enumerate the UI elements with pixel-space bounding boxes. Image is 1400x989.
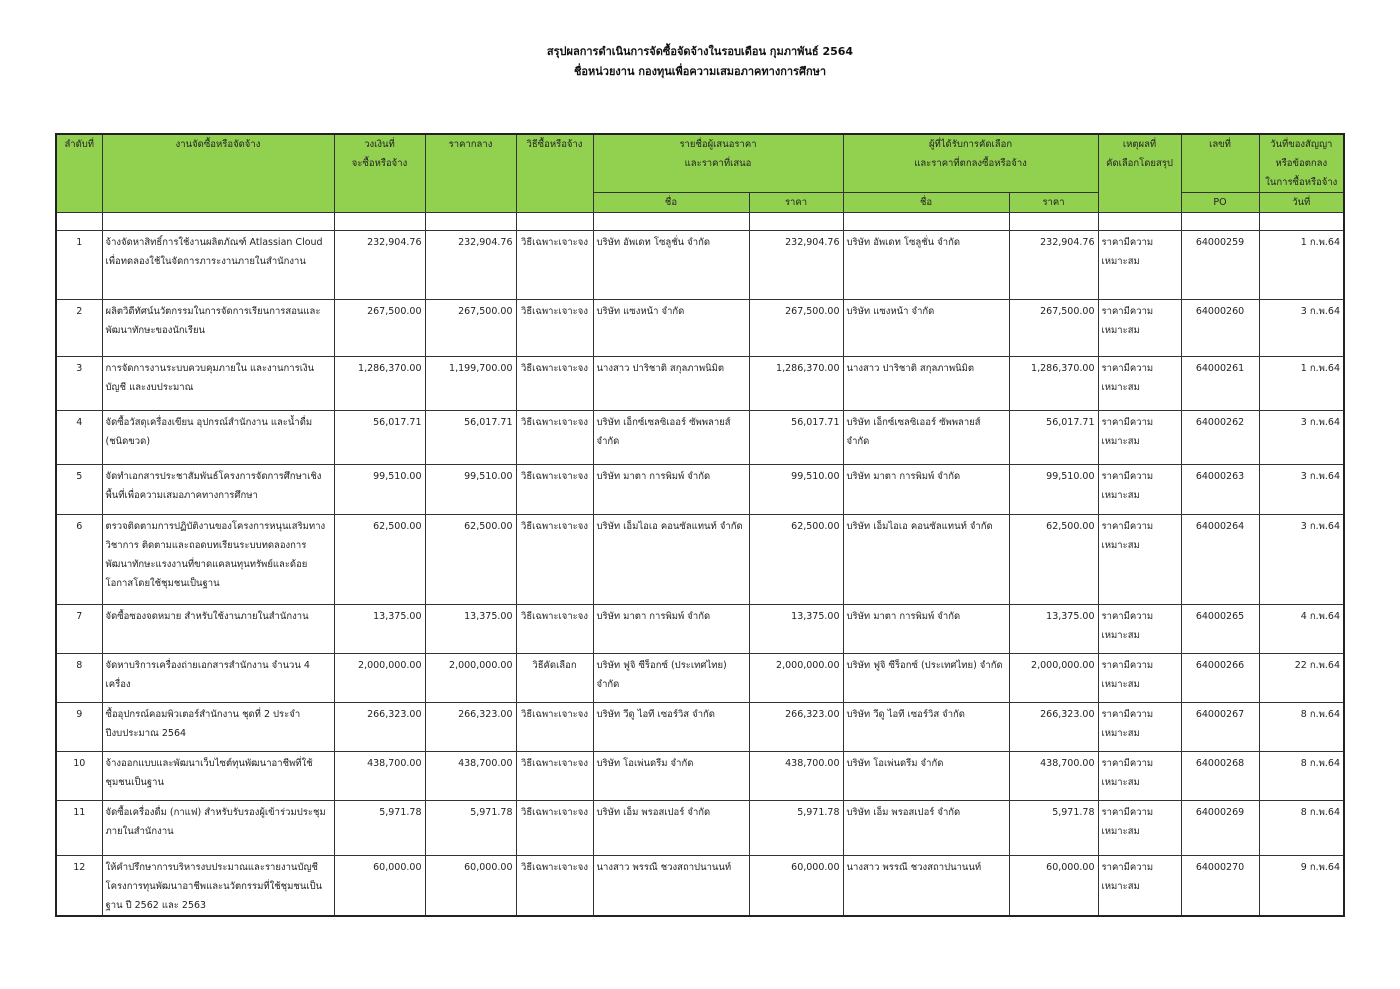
- budget-amount: 56,017.71: [334, 411, 425, 465]
- item-description: การจัดการงานระบบควบคุมภายใน และงานการเงินบัญชี และงบประมาณ: [102, 357, 334, 411]
- table-row: [56, 856, 1344, 917]
- median-price: 5,971.78: [425, 801, 516, 856]
- median-price: 60,000.00: [425, 856, 516, 917]
- sub-po: PO: [1181, 193, 1259, 213]
- bidder-name: บริษัท มาตา การพิมพ์ จำกัด: [593, 605, 749, 654]
- procurement-method: วิธีเฉพาะเจาะจง: [516, 801, 593, 856]
- po-number: 64000264: [1181, 515, 1259, 605]
- item-description: จัดหาบริการเครื่องถ่ายเอกสารสำนักงาน จำนวน 4 เครื่อง: [102, 654, 334, 703]
- contract-date: 8 ก.พ.64: [1259, 752, 1344, 801]
- procurement-method: วิธีเฉพาะเจาะจง: [516, 300, 593, 357]
- procurement-method: วิธีเฉพาะเจาะจง: [516, 856, 593, 917]
- winner-price: 266,323.00: [1009, 703, 1098, 752]
- winner-name: บริษัท โอเพ่นดรีม จำกัด: [843, 752, 1009, 801]
- contract-date: 1 ก.พ.64: [1259, 231, 1344, 300]
- col-method-header: วิธีซื้อหรือจ้าง: [516, 134, 593, 213]
- bid-price: 267,500.00: [749, 300, 843, 357]
- procurement-method: วิธีเฉพาะเจาะจง: [516, 465, 593, 515]
- table-row: [56, 465, 1344, 515]
- row-number: 2: [56, 300, 102, 357]
- budget-amount: 232,904.76: [334, 231, 425, 300]
- bid-price: 266,323.00: [749, 703, 843, 752]
- winner-name: บริษัท ฟูจิ ซีร็อกซ์ (ประเทศไทย) จำกัด: [843, 654, 1009, 703]
- bid-price: 99,510.00: [749, 465, 843, 515]
- table-row: [56, 605, 1344, 654]
- bid-price: 60,000.00: [749, 856, 843, 917]
- table-row: [56, 752, 1344, 801]
- budget-amount: 1,286,370.00: [334, 357, 425, 411]
- sub-winner-name: ชื่อ: [843, 193, 1009, 213]
- po-number: 64000260: [1181, 300, 1259, 357]
- row-number: 1: [56, 231, 102, 300]
- col-bidders-header: รายชื่อผู้เสนอราคา และราคาที่เสนอ: [593, 134, 843, 193]
- row-number: 11: [56, 801, 102, 856]
- selection-reason: ราคามีความเหมาะสม: [1098, 605, 1181, 654]
- row-number: 5: [56, 465, 102, 515]
- winner-price: 438,700.00: [1009, 752, 1098, 801]
- item-description: ตรวจติดตามการปฏิบัติงานของโครงการหนุนเสริมทางวิชาการ ติดตามและถอดบทเรียนระบบทดลองการพัฒนาทักษะแรงงานที่ขาดแคลนทุนทรัพย์และด้อยโอกาสโดยใช้ชุมชนเป็นฐาน: [102, 515, 334, 605]
- winner-name: บริษัท แซงหน้า จำกัด: [843, 300, 1009, 357]
- procurement-table: [55, 133, 1345, 917]
- sub-bidder-price: ราคา: [749, 193, 843, 213]
- procurement-method: วิธีเฉพาะเจาะจง: [516, 411, 593, 465]
- row-number: 8: [56, 654, 102, 703]
- winner-price: 13,375.00: [1009, 605, 1098, 654]
- po-number: 64000265: [1181, 605, 1259, 654]
- winner-price: 99,510.00: [1009, 465, 1098, 515]
- agency-name: ชื่อหน่วยงาน กองทุนเพื่อความเสมอภาคทางการศึกษา: [573, 65, 827, 78]
- row-number: 4: [56, 411, 102, 465]
- bid-price: 232,904.76: [749, 231, 843, 300]
- budget-amount: 13,375.00: [334, 605, 425, 654]
- header-row: [56, 134, 1344, 193]
- contract-date: 3 ก.พ.64: [1259, 300, 1344, 357]
- contract-date: 9 ก.พ.64: [1259, 856, 1344, 917]
- item-description: ซื้ออุปกรณ์คอมพิวเตอร์สำนักงาน ชุดที่ 2 ประจำปีงบประมาณ 2564: [102, 703, 334, 752]
- selection-reason: ราคามีความเหมาะสม: [1098, 801, 1181, 856]
- table-row: [56, 515, 1344, 605]
- winner-price: 1,286,370.00: [1009, 357, 1098, 411]
- median-price: 267,500.00: [425, 300, 516, 357]
- table-row: [56, 801, 1344, 856]
- spacer-row: [56, 213, 1344, 231]
- procurement-method: วิธีเฉพาะเจาะจง: [516, 231, 593, 300]
- budget-amount: 5,971.78: [334, 801, 425, 856]
- median-price: 56,017.71: [425, 411, 516, 465]
- bid-price: 62,500.00: [749, 515, 843, 605]
- col-docno-header: เลขที่: [1181, 134, 1259, 193]
- budget-amount: 267,500.00: [334, 300, 425, 357]
- row-number: 10: [56, 752, 102, 801]
- col-budget-header: วงเงินที่ จะซื้อหรือจ้าง: [334, 134, 425, 213]
- col-winner-header: ผู้ที่ได้รับการคัดเลือก และราคาที่ตกลงซื้อหรือจ้าง: [843, 134, 1098, 193]
- selection-reason: ราคามีความเหมาะสม: [1098, 515, 1181, 605]
- document-header: [0, 42, 1400, 82]
- row-number: 3: [56, 357, 102, 411]
- po-number: 64000266: [1181, 654, 1259, 703]
- bidder-name: นางสาว ปาริชาติ สกุลภาพนิมิต: [593, 357, 749, 411]
- winner-price: 56,017.71: [1009, 411, 1098, 465]
- bidder-name: บริษัท แซงหน้า จำกัด: [593, 300, 749, 357]
- col-contract-header: วันที่ของสัญญา หรือข้อตกลง ในการซื้อหรือจ้าง: [1259, 134, 1344, 193]
- col-reason-header: เหตุผลที่ คัดเลือกโดยสรุป: [1098, 134, 1181, 213]
- winner-name: บริษัท เอ็มไอเอ คอนซัลแทนท์ จำกัด: [843, 515, 1009, 605]
- bidder-name: บริษัท ฟูจิ ซีร็อกซ์ (ประเทศไทย) จำกัด: [593, 654, 749, 703]
- po-number: 64000259: [1181, 231, 1259, 300]
- table-row: [56, 703, 1344, 752]
- item-description: ผลิตวิดีทัศน์นวัตกรรมในการจัดการเรียนการสอนและพัฒนาทักษะของนักเรียน: [102, 300, 334, 357]
- item-description: จัดซื้อเครื่องดื่ม (กาแฟ) สำหรับรับรองผู้เข้าร่วมประชุมภายในสำนักงาน: [102, 801, 334, 856]
- sub-bidder-name: ชื่อ: [593, 193, 749, 213]
- median-price: 13,375.00: [425, 605, 516, 654]
- contract-date: 8 ก.พ.64: [1259, 703, 1344, 752]
- row-number: 12: [56, 856, 102, 917]
- po-number: 64000262: [1181, 411, 1259, 465]
- row-number: 9: [56, 703, 102, 752]
- bidder-name: บริษัท อัพเดท โซลูชั่น จำกัด: [593, 231, 749, 300]
- procurement-method: วิธีเฉพาะเจาะจง: [516, 357, 593, 411]
- selection-reason: ราคามีความเหมาะสม: [1098, 411, 1181, 465]
- median-price: 232,904.76: [425, 231, 516, 300]
- selection-reason: ราคามีความเหมาะสม: [1098, 357, 1181, 411]
- median-price: 99,510.00: [425, 465, 516, 515]
- budget-amount: 62,500.00: [334, 515, 425, 605]
- winner-name: บริษัท เอ็กซ์เซลซิเออร์ ซัพพลายส์ จำกัด: [843, 411, 1009, 465]
- contract-date: 22 ก.พ.64: [1259, 654, 1344, 703]
- winner-name: นางสาว ปาริชาติ สกุลภาพนิมิต: [843, 357, 1009, 411]
- median-price: 2,000,000.00: [425, 654, 516, 703]
- po-number: 64000268: [1181, 752, 1259, 801]
- col-item-header: งานจัดซื้อหรือจัดจ้าง: [102, 134, 334, 213]
- item-description: ให้คำปรึกษาการบริหารงบประมาณและรายงานบัญชีโครงการทุนพัฒนาอาชีพและนวัตกรรมที่ใช้ชุมชนเป็นฐาน ปี 2562 และ 2563: [102, 856, 334, 917]
- po-number: 64000267: [1181, 703, 1259, 752]
- po-number: 64000263: [1181, 465, 1259, 515]
- bidder-name: บริษัท มาตา การพิมพ์ จำกัด: [593, 465, 749, 515]
- item-description: จัดทำเอกสารประชาสัมพันธ์โครงการจัดการศึกษาเชิงพื้นที่เพื่อความเสมอภาคทางการศึกษา: [102, 465, 334, 515]
- winner-name: บริษัท อัพเดท โซลูชั่น จำกัด: [843, 231, 1009, 300]
- bidder-name: บริษัท โอเพ่นดรีม จำกัด: [593, 752, 749, 801]
- median-price: 1,199,700.00: [425, 357, 516, 411]
- winner-price: 2,000,000.00: [1009, 654, 1098, 703]
- item-description: จัดซื้อซองจดหมาย สำหรับใช้งานภายในสำนักงาน: [102, 605, 334, 654]
- table-row: [56, 231, 1344, 300]
- selection-reason: ราคามีความเหมาะสม: [1098, 703, 1181, 752]
- winner-price: 5,971.78: [1009, 801, 1098, 856]
- selection-reason: ราคามีความเหมาะสม: [1098, 752, 1181, 801]
- procurement-method: วิธีเฉพาะเจาะจง: [516, 515, 593, 605]
- contract-date: 8 ก.พ.64: [1259, 801, 1344, 856]
- contract-date: 4 ก.พ.64: [1259, 605, 1344, 654]
- sub-winner-price: ราคา: [1009, 193, 1098, 213]
- bidder-name: บริษัท เอ็ม พรอสเปอร์ จำกัด: [593, 801, 749, 856]
- selection-reason: ราคามีความเหมาะสม: [1098, 465, 1181, 515]
- table-row: [56, 654, 1344, 703]
- contract-date: 3 ก.พ.64: [1259, 515, 1344, 605]
- sub-date: วันที่: [1259, 193, 1344, 213]
- bid-price: 1,286,370.00: [749, 357, 843, 411]
- procurement-method: วิธีเฉพาะเจาะจง: [516, 752, 593, 801]
- bidder-name: บริษัท เอ็มไอเอ คอนซัลแทนท์ จำกัด: [593, 515, 749, 605]
- winner-price: 232,904.76: [1009, 231, 1098, 300]
- bid-price: 5,971.78: [749, 801, 843, 856]
- budget-amount: 99,510.00: [334, 465, 425, 515]
- winner-price: 60,000.00: [1009, 856, 1098, 917]
- bid-price: 438,700.00: [749, 752, 843, 801]
- selection-reason: ราคามีความเหมาะสม: [1098, 856, 1181, 917]
- contract-date: 3 ก.พ.64: [1259, 411, 1344, 465]
- median-price: 62,500.00: [425, 515, 516, 605]
- bidder-name: บริษัท วีดู ไอที เซอร์วิส จำกัด: [593, 703, 749, 752]
- budget-amount: 266,323.00: [334, 703, 425, 752]
- document-title: สรุปผลการดำเนินการจัดซื้อจัดจ้างในรอบเดือน กุมภาพันธ์ 2564: [546, 45, 854, 58]
- selection-reason: ราคามีความเหมาะสม: [1098, 654, 1181, 703]
- selection-reason: ราคามีความเหมาะสม: [1098, 300, 1181, 357]
- contract-date: 1 ก.พ.64: [1259, 357, 1344, 411]
- bid-price: 56,017.71: [749, 411, 843, 465]
- po-number: 64000269: [1181, 801, 1259, 856]
- bid-price: 13,375.00: [749, 605, 843, 654]
- table-row: [56, 357, 1344, 411]
- winner-price: 267,500.00: [1009, 300, 1098, 357]
- procurement-method: วิธีเฉพาะเจาะจง: [516, 703, 593, 752]
- row-number: 7: [56, 605, 102, 654]
- winner-name: บริษัท เอ็ม พรอสเปอร์ จำกัด: [843, 801, 1009, 856]
- winner-name: บริษัท มาตา การพิมพ์ จำกัด: [843, 465, 1009, 515]
- item-description: จ้างจัดหาสิทธิ์การใช้งานผลิตภัณฑ์ Atlassian Cloud เพื่อทดลองใช้ในจัดการภาระงานภายในสำนักงาน: [102, 231, 334, 300]
- item-description: จัดซื้อวัสดุเครื่องเขียน อุปกรณ์สำนักงาน และน้ำดื่ม (ชนิดขวด): [102, 411, 334, 465]
- col-median-header: ราคากลาง: [425, 134, 516, 213]
- budget-amount: 2,000,000.00: [334, 654, 425, 703]
- bid-price: 2,000,000.00: [749, 654, 843, 703]
- row-number: 6: [56, 515, 102, 605]
- contract-date: 3 ก.พ.64: [1259, 465, 1344, 515]
- median-price: 266,323.00: [425, 703, 516, 752]
- item-description: จ้างออกแบบและพัฒนาเว็บไซต์ทุนพัฒนาอาชีพที่ใช้ชุมชนเป็นฐาน: [102, 752, 334, 801]
- po-number: 64000261: [1181, 357, 1259, 411]
- table-row: [56, 411, 1344, 465]
- po-number: 64000270: [1181, 856, 1259, 917]
- procurement-method: วิธีเฉพาะเจาะจง: [516, 605, 593, 654]
- col-no-header: ลำดับที่: [56, 134, 102, 213]
- selection-reason: ราคามีความเหมาะสม: [1098, 231, 1181, 300]
- table-row: [56, 300, 1344, 357]
- bidder-name: บริษัท เอ็กซ์เซลซิเออร์ ซัพพลายส์ จำกัด: [593, 411, 749, 465]
- procurement-method: วิธีคัดเลือก: [516, 654, 593, 703]
- budget-amount: 60,000.00: [334, 856, 425, 917]
- winner-price: 62,500.00: [1009, 515, 1098, 605]
- bidder-name: นางสาว พรรณี ชวงสถาปนานนท์: [593, 856, 749, 917]
- median-price: 438,700.00: [425, 752, 516, 801]
- winner-name: นางสาว พรรณี ชวงสถาปนานนท์: [843, 856, 1009, 917]
- winner-name: บริษัท วีดู ไอที เซอร์วิส จำกัด: [843, 703, 1009, 752]
- winner-name: บริษัท มาตา การพิมพ์ จำกัด: [843, 605, 1009, 654]
- budget-amount: 438,700.00: [334, 752, 425, 801]
